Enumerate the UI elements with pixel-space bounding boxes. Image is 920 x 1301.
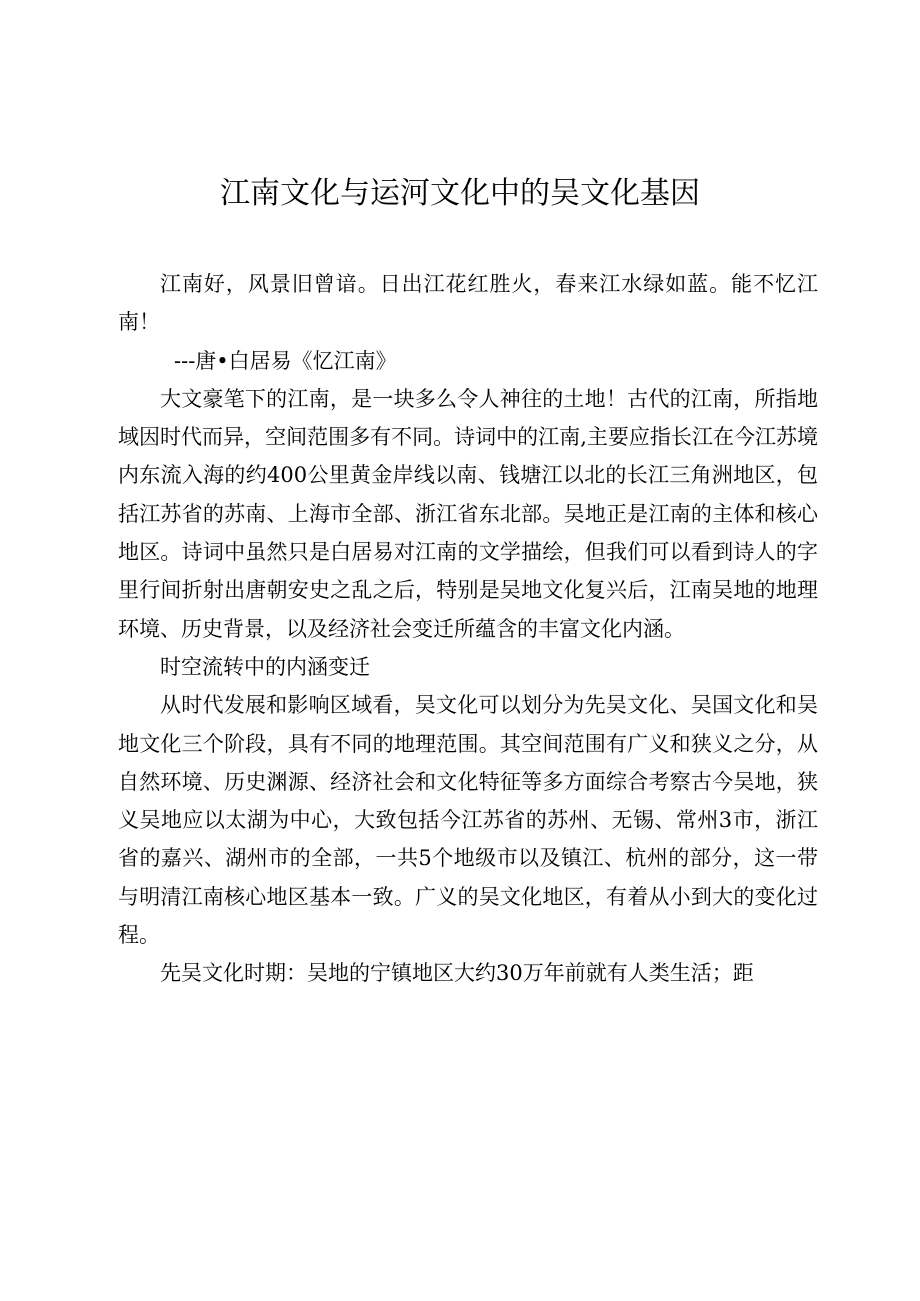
poem-paragraph: 江南好，风景旧曾谙。日出江花红胜火，春来江水绿如蓝。能不忆江南！ bbox=[118, 272, 818, 335]
body-paragraph: 先吴文化时期：吴地的宁镇地区大约30万年前就有人类生活；距 bbox=[160, 961, 754, 986]
section-heading: 时空流转中的内涵变迁 bbox=[160, 654, 370, 679]
document-title: 江南文化与运河文化中的吴文化基因 bbox=[220, 176, 700, 211]
body-paragraph: 从时代发展和影响区域看，吴文化可以划分为先吴文化、吴国文化和吴地文化三个阶段，具有不同的地理范围。其空间范围有广义和狭义之分，从自然环境、历史渊源、经济社会和文化特征等多方面综合考察古今吴地，狭义吴地应以太湖为中心，大致包括今江苏省的苏州、无锡、常州3市，浙江省的嘉兴、湖州市的全部，一共5个地级市以及镇江、杭州的部分，这一带与明清江南核心地区基本一致。广义的吴文化地区，有着从小到大的变化过程。 bbox=[118, 693, 818, 948]
document-body bbox=[118, 265, 818, 993]
poem-attribution: ---唐•白居易《忆江南》 bbox=[174, 348, 397, 373]
body-paragraph: 大文豪笔下的江南，是一块多么令人神往的土地！古代的江南，所指地域因时代而异，空间范围多有不同。诗词中的江南,主要应指长江在今江苏境内东流入海的约400公里黄金岸线以南、钱塘江以北的长江三角洲地区，包括江苏省的苏南、上海市全部、浙江省东北部。吴地正是江南的主体和核心地区。诗词中虽然只是白居易对江南的文学描绘，但我们可以看到诗人的字里行间折射出唐朝安史之乱之后，特别是吴地文化复兴后，江南吴地的地理环境、历史背景，以及经济社会变迁所蕴含的丰富文化内涵。 bbox=[118, 386, 818, 641]
